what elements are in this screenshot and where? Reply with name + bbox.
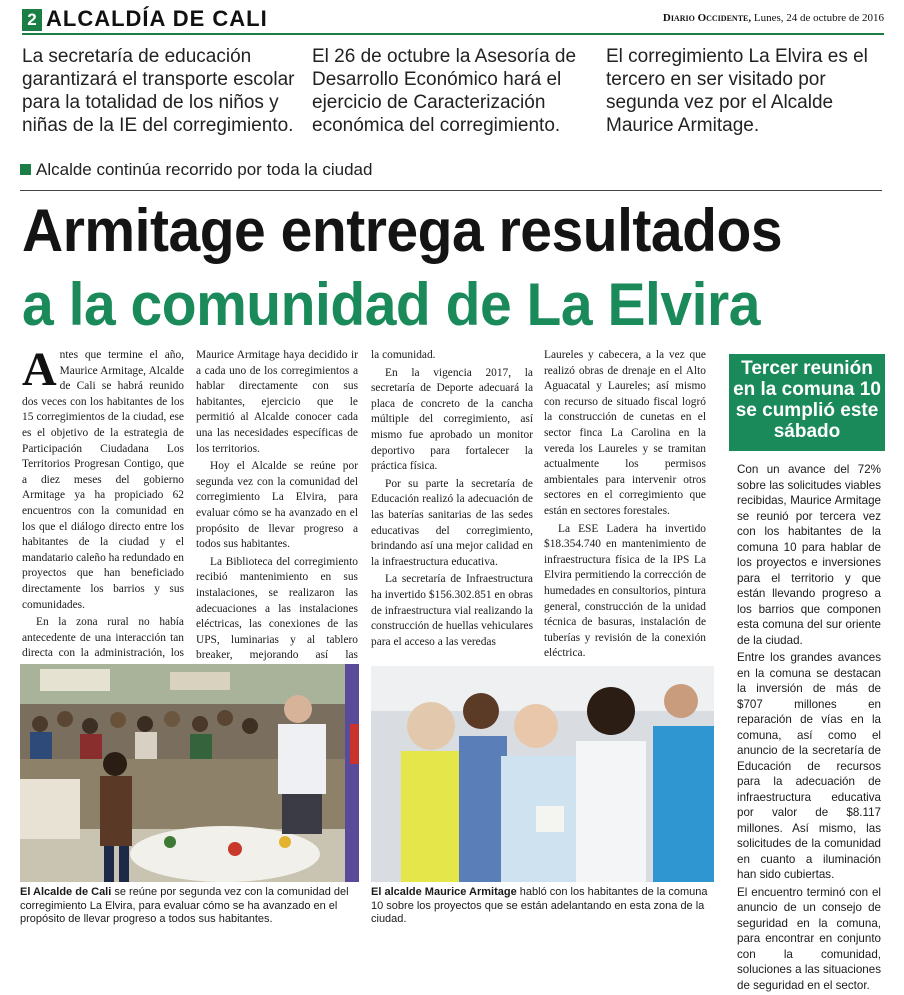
- article-paragraph: la comunidad.: [371, 349, 436, 361]
- article-paragraph: En la vigencia 2017, la secretaría de Deporte adecuará la placa de concreto de la cancha múltiple del corregimiento, así mismo fue aprobado un monitor deportivo para fortalecer la práctica física.: [371, 366, 533, 473]
- article-paragraph: La ESE Ladera ha invertido $18.354.740 en mantenimiento de infraestructura física de la IPS La Elvira permitiendo la corrección de humedades en consultorios, pintura general, construcción de la unidad técnica de basuras, instalación de tuberías y revisión de la conexión eléctrica.: [544, 522, 706, 660]
- article-paragraph: Maurice Armitage haya decidido ir a cada uno de los corregimientos a hablar directamente con sus habitantes, ejercicio que le permitió al Alcalde conocer cada una las necesidades específicas de los territorios.: [196, 349, 358, 455]
- sidebar-paragraph: El encuentro terminó con el anuncio de un consejo de seguridad en la comuna, para encontrar en conjunto con la comunidad, soluciones a las situaciones de seguridad en el sector.: [737, 885, 881, 992]
- article-paragraph: Laureles y cabecera, a la vez que realizó obras de drenaje en el Alto Aguacatal y Laureles; así mismo con recurso de situado fiscal logró la construcción de cunetas en el sector finca La Carolina en la vereda los Laureles y se tramitan actualmente los permisos ambientales para intervenir otros sectores en el corregimiento que están en sectores forestales.: [544, 349, 706, 517]
- section-title: ALCALDÍA DE CALI: [46, 6, 268, 31]
- caption-text: habló con los habitantes de la comuna 10 sobre los proyectos que se están adelantando en esta zona de la ciudad.: [371, 886, 708, 925]
- drop-cap: A: [22, 343, 57, 396]
- page-number: 2: [22, 9, 42, 31]
- header-rule: [22, 33, 884, 35]
- article-paragraph: Por su parte la secretaría de Educación realizó la adecuación de las baterías sanitarias de las sedes educativas del corregimiento, brindando así una mejor calidad en la infraestructura educativa.: [371, 477, 533, 568]
- article-paragraph: La secretaría de Infraestructura ha invertido $156.302.851 en obras de infraestructura vial realizando la construcción de huellas vehiculares para el acceso a las veredas: [371, 573, 533, 648]
- issue-date: Lunes, 24 de octubre de 2016: [753, 12, 884, 24]
- article-column-4: [544, 348, 706, 664]
- sidebar-paragraph: Con un avance del 72% sobre las solicitudes viables recibidas, Maurice Armitage se reunió por tercera vez con los habitantes de la comuna 10 para hablar de los proyectos e inversiones para el territorio y que están llevando progreso a los barrios que componen esta comuna del sur oriente de la ciudad.: [737, 463, 881, 647]
- article-paragraph: En la zona rural no había antecedente de una interacción tan directa con la administración, los: [22, 616, 184, 660]
- photo-2-image: [371, 666, 714, 882]
- article-column-2: [196, 348, 358, 697]
- highlight-1: La secretaría de educación garantizará el transporte escolar para la totalidad de los niños y niñas de la IE del corregimiento.: [22, 46, 295, 136]
- article-paragraph: Hoy el Alcalde se reúne por segunda vez con la comunidad del corregimiento La Elvira, para evaluar cómo se ha avanzado en el propósito de llevar progreso a todos sus habitantes.: [196, 460, 358, 551]
- highlight-2: El 26 de octubre la Asesoría de Desarrollo Económico hará el ejercicio de Caracterización económica del corregimiento.: [312, 46, 577, 136]
- photo-1-caption: [20, 886, 359, 927]
- highlight-3: El corregimiento La Elvira es el tercero en ser visitado por segunda vez por el Alcalde Maurice Armitage.: [606, 46, 868, 136]
- photo-2-caption: [371, 886, 714, 927]
- headline-line-2: a la comunidad de La Elvira: [22, 271, 760, 338]
- article-paragraph: La Biblioteca del corregimiento recibió mantenimiento en sus instalaciones, se realizaron las adecuaciones a las instalaciones eléctricas, las conexiones de las UPS, luminarias y al tablero breaker, mejorando así las: [196, 555, 358, 662]
- caption-lead: El alcalde Maurice Armitage: [371, 886, 517, 898]
- caption-lead: El Alcalde de Cali: [20, 886, 112, 898]
- dateline: [663, 12, 884, 24]
- headline-line-1: Armitage entrega resultados: [22, 197, 783, 264]
- article-column-3: [371, 348, 533, 652]
- sidebar-paragraph: Entre los grandes avances en la comuna se destacan la inversión de más de $707 millones en reparación de vías en la comuna, así como el anuncio de la secretaría de Educación de recursos para la adecuación de infraestructura educativa por valor de $8.117 millones. Así mismo, las solicitudes de la comunidad en cuanto a iluminación han sido cubiertas.: [737, 651, 881, 881]
- kicker: Alcalde continúa recorrido por toda la ciudad: [36, 160, 373, 179]
- caption-text: se reúne por segunda vez con la comunidad del corregimiento La Elvira, para evaluar cómo se ha avanzado en el propósito de llevar progreso a todos sus habitantes.: [20, 886, 349, 925]
- sidebar-title: Tercer reunión en la comuna 10 se cumplió este sábado: [733, 358, 881, 442]
- kicker-rule: [20, 190, 882, 191]
- article-paragraph: Antes que termine el año, Maurice Armitage, Alcalde de Cali se habrá reunido dos veces con los habitantes de los 15 corregimientos de la ciudad, ese es el objetivo de la estrategia de Participación Ciudadana Los Territorios Progresan Contigo, que a diez meses del gobierno Armitage ya ha propiciado 62 encuentros con la comunidad en los que el diálogo directo entre los habitantes de la ciudad y el mandatario caleño ha redundado en proyectos que han beneficiado directamente los barrios y sus comunidades.: [22, 343, 184, 611]
- photo-mayor-residents: [371, 666, 714, 882]
- sidebar-body: [737, 462, 881, 995]
- newspaper-name: Diario Occidente,: [662, 12, 752, 24]
- article-column-1: [22, 343, 184, 679]
- photo-1-image: [20, 664, 359, 882]
- kicker-square-icon: [20, 164, 31, 175]
- photo-community-meeting: [20, 664, 359, 882]
